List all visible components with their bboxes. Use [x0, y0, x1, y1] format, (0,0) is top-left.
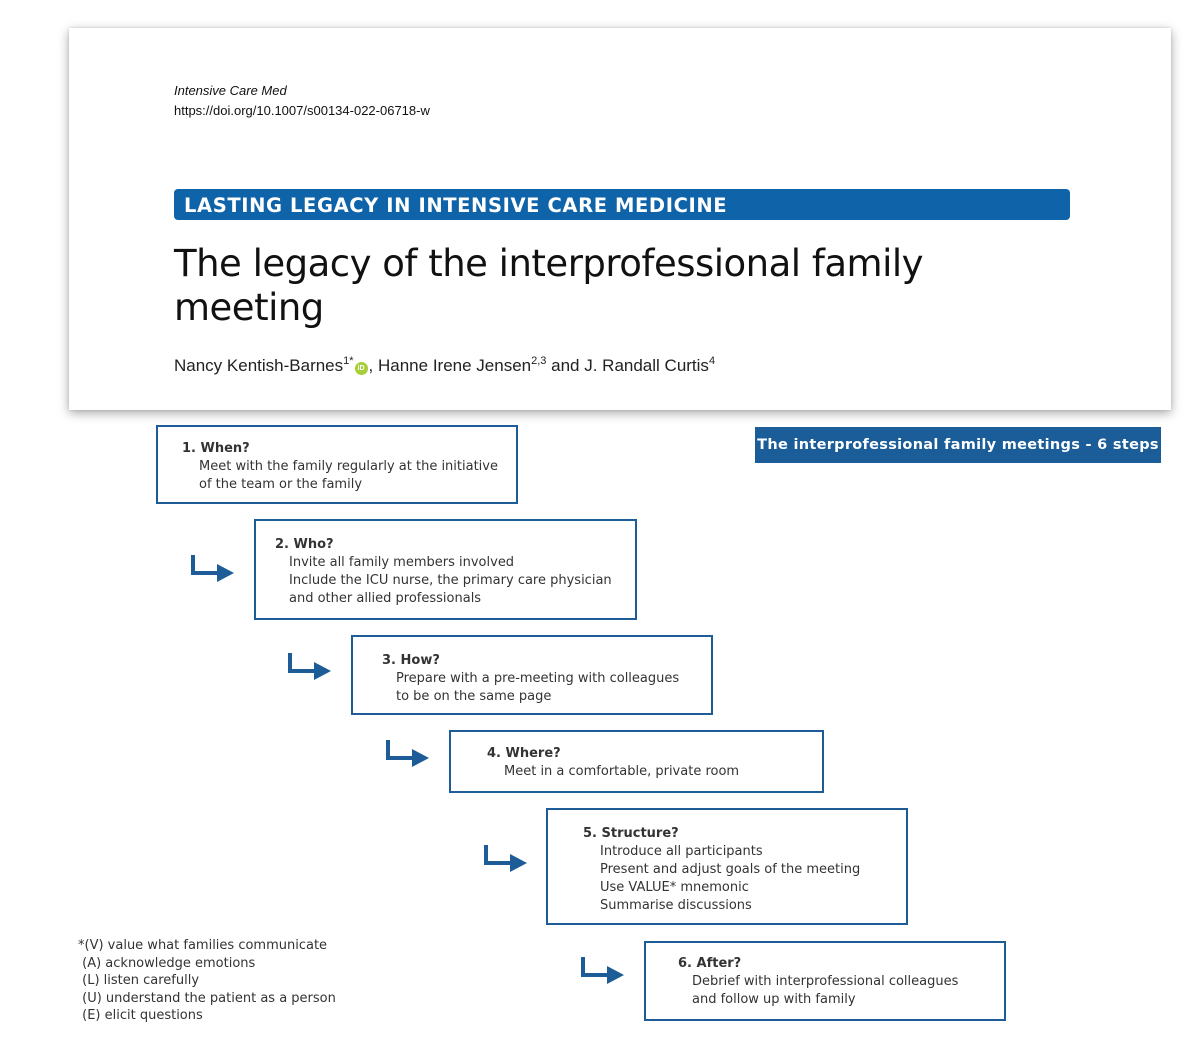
author-name: J. Randall Curtis [584, 356, 709, 375]
step-details [600, 843, 860, 915]
step-heading: 3. How? [382, 653, 440, 668]
step-detail-line: Meet with the family regularly at the initiative [199, 459, 498, 474]
category-banner [174, 189, 1070, 220]
footnote-line: (L) listen carefully [78, 973, 200, 988]
step-detail-line: and follow up with family [692, 992, 856, 1007]
step-arrow-icon [285, 651, 335, 683]
step-detail-line: Include the ICU nurse, the primary care physician [289, 573, 612, 588]
step-detail-line: Present and adjust goals of the meeting [600, 862, 861, 877]
step-detail-line: Meet in a comfortable, private room [504, 764, 740, 779]
step-detail-line: of the team or the family [199, 477, 363, 492]
journal-name: Intensive Care Med [174, 83, 287, 98]
value-mnemonic-footnote [78, 937, 336, 1025]
footnote-line: *(V) value what families communicate [78, 938, 328, 953]
step-box-5 [546, 808, 908, 925]
doi-link[interactable]: https://doi.org/10.1007/s00134-022-06718-w [174, 103, 430, 118]
paper-title: The legacy of the interprofessional family meeting [174, 242, 924, 329]
step-box-4 [449, 730, 824, 793]
step-heading: 4. Where? [487, 746, 561, 761]
author-name: Nancy Kentish-Barnes [174, 356, 344, 375]
author-separator: and [546, 356, 585, 375]
step-detail-line: Use VALUE* mnemonic [600, 880, 749, 895]
step-arrow-icon [578, 955, 628, 987]
step-heading: 6. After? [678, 956, 742, 971]
step-details [396, 670, 679, 706]
step-arrow-icon [383, 738, 433, 770]
step-detail-line: Summarise discussions [600, 898, 752, 913]
category-label: LASTING LEGACY IN INTENSIVE CARE MEDICINE [184, 194, 728, 217]
author-list [174, 355, 715, 376]
step-arrow-icon [481, 843, 531, 875]
step-arrow-icon [188, 553, 238, 585]
step-box-2 [254, 519, 637, 620]
footnote-line: (U) understand the patient as a person [78, 990, 336, 1006]
author-affiliation-sup: 4 [708, 355, 716, 367]
author-separator: , [368, 356, 378, 375]
step-details [199, 458, 498, 494]
footnote-line: (A) acknowledge emotions [78, 955, 256, 971]
step-details [692, 973, 958, 1009]
paper-header-card [69, 28, 1171, 410]
step-heading: 2. Who? [275, 537, 334, 552]
orcid-icon[interactable]: iD [355, 362, 368, 375]
step-details [504, 763, 739, 781]
step-details [289, 554, 612, 608]
step-detail-line: to be on the same page [396, 689, 552, 704]
step-box-3 [351, 635, 713, 715]
step-box-1 [156, 425, 518, 504]
step-heading: 1. When? [182, 441, 250, 456]
footnote-line: (E) elicit questions [78, 1008, 203, 1023]
author-affiliation-sup: 2,3 [531, 355, 547, 367]
diagram-title-banner [755, 427, 1161, 463]
diagram-title: The interprofessional family meetings - 6 steps [757, 437, 1159, 453]
author-name: Hanne Irene Jensen [378, 356, 532, 375]
step-detail-line: Prepare with a pre-meeting with colleagues [396, 671, 680, 686]
step-heading: 5. Structure? [583, 826, 679, 841]
step-box-6 [644, 941, 1006, 1021]
step-detail-line: and other allied professionals [289, 591, 482, 606]
step-detail-line: Invite all family members involved [289, 555, 515, 570]
step-detail-line: Introduce all participants [600, 844, 763, 859]
step-detail-line: Debrief with interprofessional colleagues [692, 974, 959, 989]
author-affiliation-sup: 1* [343, 355, 354, 367]
